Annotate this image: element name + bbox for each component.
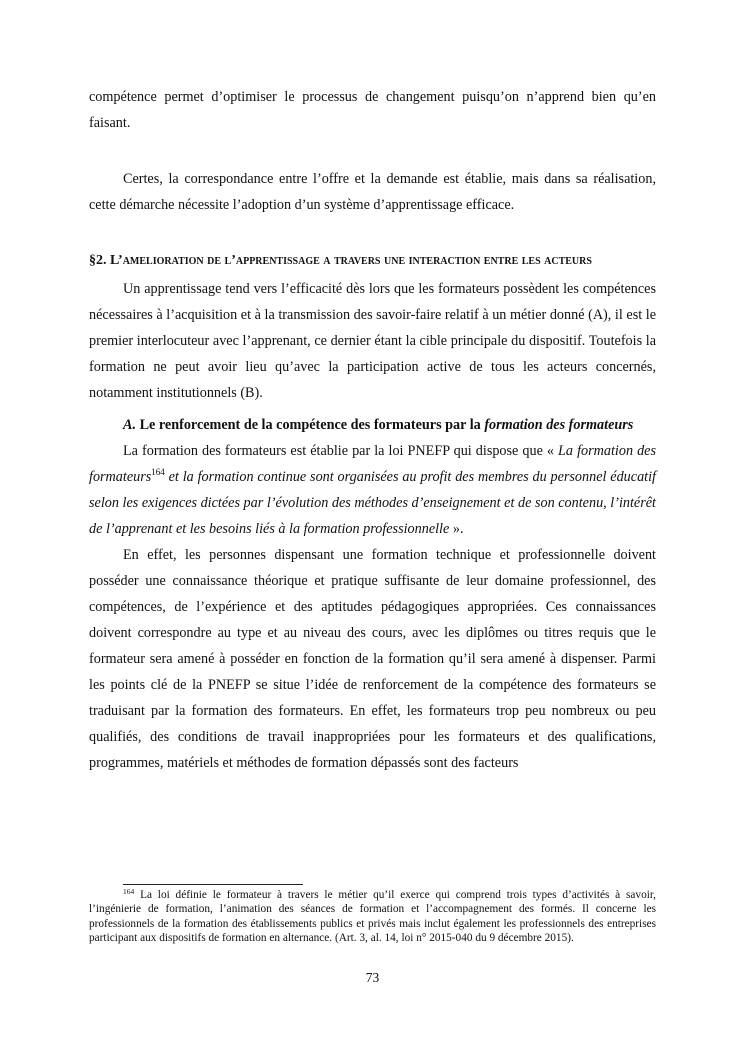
footnote-separator [123,884,303,885]
footnote-reference[interactable]: 164 [151,467,165,477]
footnote-number: 164 [123,887,135,896]
paragraph-en-effet: En effet, les personnes dispensant une formation technique et professionnelle doivent posséder une connaissance théorique et pratique suffisante de leur domaine professionnel, des compétences, de l’expérience et des aptitudes pédagogiques appropriées. Ces connaissances doivent correspondre au type et au niveau des cours, avec les diplômes ou titres requis que le formateur sera amené à posséder en fonction de la formation qu’il sera amené à dispenser. Parmi les points clé de la PNEFP se situe l’idée de renforcement de la compétence des formateurs se traduisant par la formation des formateurs. En effet, les formateurs trop peu nombreux ou peu qualifiés, des conditions de travail inappropriées pour les formateurs et des qualifications, programmes, matériels et méthodes de formation dépassés sont des facteurs [89,547,656,771]
subsection-label: A. [123,417,137,433]
footnote-text: La loi définie le formateur à travers le métier qu’il exerce qui comprend trois types d’activités à savoir, l’ingénierie de formation, l’animation des séances de formation et l’accompagnement des formés. Il concerne les professionnels de la formation des établissements publics et privés mais inclut également les professionnels des entreprises participant aux dispositifs de formation en alternance. (Art. 3, al. 14, loi n° 2015-040 du 9 décembre 2015). [89,889,656,944]
subsection-title-bold: Le renforcement de la compétence des formateurs par la [139,417,481,433]
subsection-title-italic: formation des formateurs [484,417,634,433]
paragraph-apprentissage: Un apprentissage tend vers l’efficacité dès lors que les formateurs possèdent les compétences nécessaires à l’acquisition et à la transmission des savoir-faire relatif à un métier donné (A), il est le premier interlocuteur avec l’apprenant, ce dernier étant la cible principale du dispositif. Toutefois la formation ne peut avoir lieu qu’avec la participation active de tous les acteurs concernés, notamment institutionnels (B). [89,281,656,401]
footnote-164 [89,888,656,945]
paragraph-intro: La formation des formateurs est établie par la loi PNEFP qui dispose que « [123,443,559,459]
page-body [89,84,656,776]
paragraph-formation-des-formateurs [89,438,656,542]
paragraph-certes: Certes, la correspondance entre l’offre et la demande est établie, mais dans sa réalisation, cette démarche nécessite l’adoption d’un système d’apprentissage efficace. [89,171,656,213]
subsection-heading [89,412,656,438]
quote-closing: ». [449,521,464,537]
section-heading: §2. L’amelioration de l’apprentissage a travers une interaction entre les acteurs [89,253,592,268]
paragraph-continuation: compétence permet d’optimiser le processus de changement puisqu’on n’apprend bien qu’en faisant. [89,89,656,131]
page-number: 73 [365,970,380,985]
quote-end: et la formation continue sont organisées au profit des membres du personnel éducatif selon les exigences dictées par l’évolution des méthodes d’enseignement et de son contenu, l’intérêt de l’apprenant et les besoins liés à la formation professionnelle [89,469,656,537]
quote-start: La formation des formateurs [89,443,656,485]
